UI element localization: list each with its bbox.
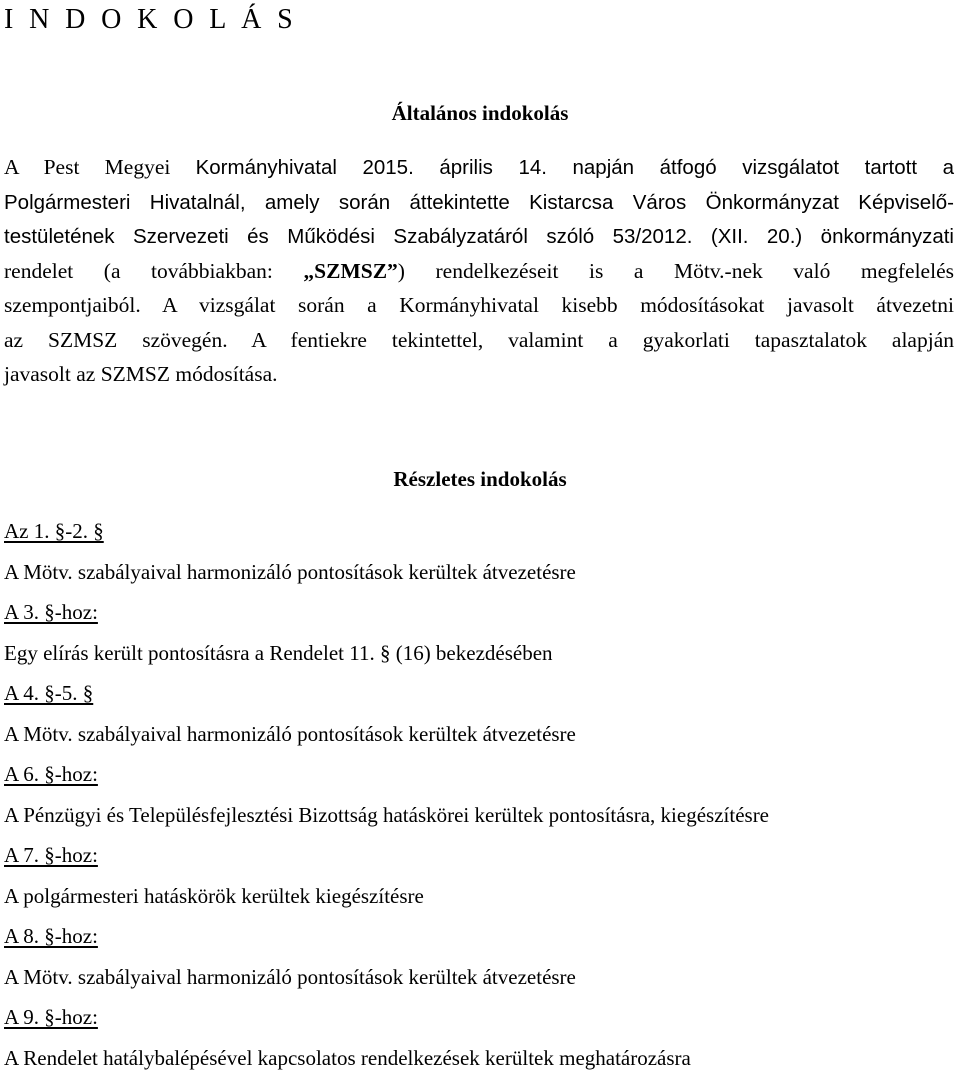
section-description: A Mötv. szabályaival harmonizáló pontosítások kerültek átvezetésre bbox=[4, 722, 576, 746]
section-reference-text: A 8. §-hoz: bbox=[4, 924, 98, 948]
section-reference bbox=[4, 842, 954, 869]
paragraph-line bbox=[4, 219, 954, 254]
section-reference bbox=[4, 599, 954, 626]
section-description: Egy elírás került pontosításra a Rendelet 11. § (16) bekezdésében bbox=[4, 641, 553, 665]
paragraph-line bbox=[4, 254, 954, 289]
paragraph-line bbox=[4, 357, 954, 392]
section-reference bbox=[4, 923, 954, 950]
section-reference bbox=[4, 680, 954, 707]
paragraph-line bbox=[4, 185, 954, 220]
general-justification-heading: Általános indokolás bbox=[391, 101, 569, 125]
paragraph-text: szempontjaiból. A vizsgálat során a Kormányhivatal kisebb módosításokat javasolt átvezetni bbox=[4, 293, 954, 317]
section-description: A Rendelet hatálybalépésével kapcsolatos rendelkezések kerültek meghatározásra bbox=[4, 1046, 691, 1070]
paragraph-line bbox=[4, 288, 954, 323]
paragraph-text: az SZMSZ szövegén. A fentiekre tekintettel, valamint a gyakorlati tapasztalatok alapján bbox=[4, 327, 954, 352]
section-reference-text: A 9. §-hoz: bbox=[4, 1005, 98, 1029]
section-reference-text: A 4. §-5. § bbox=[4, 681, 94, 705]
paragraph-line bbox=[4, 323, 954, 358]
section-reference bbox=[4, 518, 954, 545]
paragraph-text: javasolt az SZMSZ módosítása. bbox=[4, 362, 278, 386]
section-reference-text: A 6. §-hoz: bbox=[4, 762, 98, 786]
section-description: A Pénzügyi és Településfejlesztési Bizottság hatáskörei kerültek pontosításra, kiegészítésre bbox=[4, 803, 770, 827]
section-description: A Mötv. szabályaival harmonizáló pontosítások kerültek átvezetésre bbox=[4, 965, 576, 989]
section-reference bbox=[4, 761, 954, 788]
document-title: I N D O K O L Á S bbox=[4, 4, 298, 35]
paragraph-text: A Pest Megyei bbox=[4, 155, 196, 179]
paragraph-text: „SZMSZ” bbox=[303, 258, 398, 283]
paragraph-text: rendelet (a továbbiakban: bbox=[4, 258, 304, 283]
detailed-justification-list bbox=[4, 518, 954, 1072]
section-reference-text: A 7. §-hoz: bbox=[4, 843, 98, 867]
paragraph-text: Polgármesteri Hivatalnál, amely során áttekintette Kistarcsa Város Önkormányzat Képviselő- bbox=[4, 190, 954, 214]
section-reference-text: Az 1. §-2. § bbox=[4, 519, 104, 543]
section-reference bbox=[4, 1004, 954, 1031]
paragraph-line bbox=[4, 150, 954, 185]
paragraph-text: testületének Szervezeti és Működési Szabályzatáról szóló 53/2012. (XII. 20.) önkormányzati bbox=[4, 225, 954, 248]
paragraph-text: Kormányhivatal 2015. április 14. napján átfogó vizsgálatot tartott a bbox=[195, 156, 955, 179]
detailed-justification-heading: Részletes indokolás bbox=[393, 467, 567, 491]
general-justification-paragraph bbox=[4, 150, 954, 392]
section-reference-text: A 3. §-hoz: bbox=[4, 600, 98, 624]
paragraph-text: ) rendelkezéseit is a Mötv.-nek való megfelelés bbox=[397, 258, 954, 283]
section-description: A polgármesteri hatáskörök kerültek kiegészítésre bbox=[4, 884, 424, 908]
section-description: A Mötv. szabályaival harmonizáló pontosítások kerültek átvezetésre bbox=[4, 560, 576, 584]
